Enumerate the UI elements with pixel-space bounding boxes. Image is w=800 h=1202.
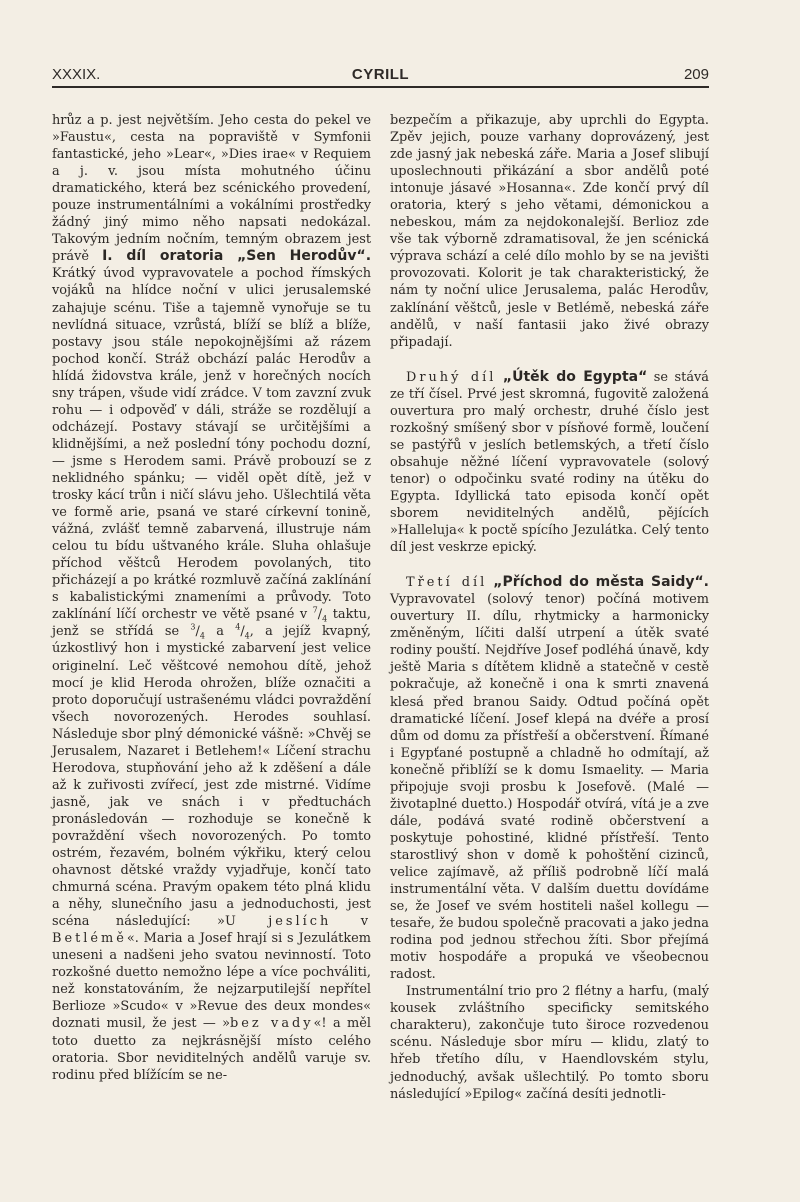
spaced-title: U jeslích v Betlémě xyxy=(52,914,371,947)
text-run: se stává ze tří čísel. Prvé jest skromná, fugovitě založená ouvertura pro malý orchestr, druhé číslo jest rozkošný smíšený sbor v písňové formě, loučení se pastýřů v jeslích betlemských, a třetí číslo obsahuje něžné líčení vypravovatele (solový tenor) o odpočinku svaté rodiny na útěku do Egypta. Idyllická tato episoda končí opět sborem neviditelných andělů, pějících »Halleluja« k poctě spícího Jezulátka. Celý tento díl jest veskrze epický. xyxy=(390,369,709,556)
volume-number: XXXIX. xyxy=(52,66,101,83)
time-signature-denominator: 4 xyxy=(199,631,205,641)
text-run: a xyxy=(204,624,236,640)
text-run: taktu, jenž se střídá se xyxy=(52,607,371,640)
text-run: Krátký úvod vypravovatele a pochod římských vojáků na hlídce noční v ulici jerusalemské zahajuje scénu. Tiše a tajemně vynořuje se tu nevlídná situace, vzrůstá, blíží se blíž a blíže, postavy jsou stále nepokojnějšími až rázem pochod končí. Stráž obchází palác Herodův a hlídá židovstva krále, jenž v horečných nocích sny trápen, všude vidí zrádce. V tom zavzní zvuk rohu — i odpověď v dáli, stráže se rozdělují a odcházejí. Postavy stávají se určitějšími a klidnějšími, a než poslední tóny pochodu dozní, — jsme s Herodem sami. Právě probouzí se z neklidného spánku; — viděl opět dítě, jež v trosky kácí trůn i ničí slávu jeho. Ušlechtilá věta ve formě arie, psaná ve staré církevní tonině, vážná, zvlášť temně zabarvená, illustruje nám celou tu bídu uštvaného krále. Sluha ohlašuje příchod věštců Herodem povolaných, tito přicházejí a po krátké rozmluvě začíná zaklínání s kabalistickými znameními a průvody. Toto zaklínání líčí orchestr ve větě psané v xyxy=(52,266,371,623)
right-column xyxy=(390,112,709,1103)
text-run: «. Maria a Josef hrají si s Jezulátkem uneseni a nadšeni jeho svatou nevinností. Toto rozkošné duetto nemožno lépe a více pochváliti, než konstatováním, že nejzarputilejší nepřítel Berlioze »Scudo« v »Revue des deux mondes« doznati musil, že jest — » xyxy=(52,931,371,1032)
section-heading-part-3: „Příchod do města Saidy“. xyxy=(493,574,709,591)
left-column xyxy=(52,112,371,1103)
text-run: , a jejíž kvapný, úzkostlivý hon i mystické zabarvení jest velice originelní. Leč věštcové nemohou dítě, jehož mocí je klid Heroda ohrožen, blíže označiti a proto doporučují ustrašenému vládci povraždění všech novorozených. Herodes souhlasí. Následuje sbor plný démonické vášně: »Chvěj se Jerusalem, Nazaret i Betlehem!« Líčení strachu Herodova, stupňování jeho až k zděšení a dále až k zuřivosti zvířecí, jest zde mistrné. Vidíme jasně, jak ve snách i v předtuchách pronásledován — rozhoduje se konečně k povraždění všech novorozených. Po tomto ostrém, řezavém, bolném výkřiku, který celou ohavnost dětské vraždy vyjadřuje, končí tato chmurná scéna. Pravým opakem této plná klidu a něhy, slunečního jasu a jednoduchosti, jest scéna následující: » xyxy=(52,624,371,930)
journal-page xyxy=(52,66,709,1103)
time-signature-denominator: 4 xyxy=(322,614,328,624)
text-run: Vypravovatel (solový tenor) počíná motivem ouvertury II. dílu, rhytmicky a harmonicky změněným, líčiti další utrpení a útěk svaté rodiny pouští. Nejdříve Josef podléhá únavě, kdy ještě Maria s dítětem klidně a statečně v cestě pokračuje, až konečně i ona k smrti znavená klesá před branou Saidy. Odtud počíná opět dramatické líčení. Josef klepá na dvéře a prosí dům od domu za přístřeší a občerstvení. Římané i Egypťané postupně a chladně ho odmítají, až konečně přiblíží se k domu Ismaelity. — Maria připojuje svoji prosbu k Josefově. (Malé — životaplné duetto.) Hospodář otvírá, vítá je a zve dále, podává svaté rodině občerstvení a poskytuje pohostiné, klidné přístřeší. Tento starostlivý shon v domě k pohoštění cizinců, velice zajímavě, až příliš podrobně líčí malá instrumentální věta. V dalším duettu dovídáme se, že Josef ve svém hostiteli našel kollegu — tesaře, že budou společně pracovati a jako jedna rodina pod jednou střechou žíti. Sbor přejímá motiv hospodáře a propuká ve všeobecnou radost. xyxy=(390,592,709,983)
paragraph-continuation: bezpečím a přikazuje, aby uprchli do Egypta. Zpěv jejich, pouze varhany doprovázený, jest zde jasný jak nebeská záře. Maria a Josef slibují uposlechnouti přikázání a sbor andělů poté intonuje jásavé »Hosanna«. Zde končí prvý díl oratoria, který s jeho větami, démonickou a nebeskou, mám za nejdokonalejší. Berlioz zde vše tak výborně zdramatisoval, že jen scénická výprava schází a celé dílo mohlo by se na jevišti provozovati. Kolorit je tak charakteristický, že nám ty noční ulice Jerusalema, palác Herodův, zaklínání věštců, jesle v Betlémě, nebeská záře andělů, v naší fantasii jako živé obrazy připadají. xyxy=(390,113,709,350)
running-header xyxy=(52,66,709,88)
journal-title: CYRILL xyxy=(351,66,410,83)
page-number: 209 xyxy=(683,66,709,83)
section-heading-part-1: I. díl oratoria „Sen Herodův“. xyxy=(102,248,372,265)
part-label: Třetí díl xyxy=(406,575,488,591)
two-column-body xyxy=(52,112,709,1103)
paragraph-part-2 xyxy=(390,369,709,557)
time-signature-numerator: 3 xyxy=(190,623,196,633)
time-signature-denominator: 4 xyxy=(244,631,250,641)
time-signature-numerator: 4 xyxy=(235,623,241,633)
paragraph-trio: Instrumentální trio pro 2 flétny a harfu, (malý kousek zvláštního specificky semitského charakteru), zakončuje tuto široce rozvedenou scénu. Následuje sbor míru — klidu, zlatý to hřeb třetího dílu, v Haendlovském stylu, jednoduchý, avšak ušlechtilý. Po tomto sboru následující »Epilog« začíná desíti jednotli- xyxy=(390,984,709,1102)
spaced-quote: bez vady xyxy=(230,1016,314,1032)
text-run: hrůz a p. jest největším. Jeho cesta do pekel ve »Faustu«, cesta na popraviště v Symfonii fantastické, jeho »Lear«, »Dies irae« v Requiem a j. v. jsou místa mohutného účinu dramatického, která bez scénického provedení, pouze instrumentálními a vokálními prostředky žádný jiný mimo něho napsati nedokázal. Takovým jedním nočním, temným obrazem jest právě xyxy=(52,113,371,265)
part-label: Druhý díl xyxy=(406,369,497,385)
paragraph-part-3 xyxy=(390,574,709,983)
section-heading-part-2: „Útěk do Egypta“ xyxy=(502,368,648,385)
time-signature-numerator: 7 xyxy=(312,606,318,616)
paragraph-sen-herioduv: hrůz a p. jest největším. Jeho cesta do pekel ve »Faustu«, cesta na popraviště v Symfonii fantastické, jeho »Lear«, »Dies irae« v Requiem a j. v. jsou místa mohutného účinu dramatického, která bez scénického provedení, pouze instrumentálními a vokálními prostředky žádný jiný mimo něho napsati nedokázal. Takovým jedním nočním, temným obrazem jest právě I. díl oratoria „Sen Herodův“. Krátký úvod vypravovatele a pochod římských vojáků na hlídce noční v ulici jerusalemské zahajuje scénu. Tiše a tajemně vynořuje se tu nevlídná situace, vzrůstá, blíží se blíž a blíže, postavy jsou stále nepokojnějšími až rázem pochod končí. Stráž obchází palác Herodův a hlídá židovstva krále, jenž v horečných nocích sny trápen, všude vidí zrádce. V tom zavzní zvuk rohu — i odpověď v dáli, stráže se rozdělují a odcházejí. Postavy stávají se určitějšími a klidnějšími, a než poslední tóny pochodu dozní, — jsme s Herodem sami. Právě probouzí se z neklidného spánku; — viděl opět dítě, jež v trosky kácí trůn i ničí slávu jeho. Ušlechtilá věta ve formě arie, psaná ve staré církevní tonině, vážná, zvlášť temně zabarvená, illustruje nám celou tu bídu uštvaného krále. Sluha ohlašuje příchod věštců Herodem povolaných, tito přicházejí a po krátké rozmluvě začíná zaklínání s kabalistickými znameními a průvody. Toto zaklínání líčí orchestr ve větě psané v $^7/_4$ taktu, jenž se střídá se $^3/_4$ a $^4/_4$, a jejíž kvapný, úzkostlivý hon i mystické zabarvení jest velice originelní. Leč věštcové nemohou dítě, jehož mocí je klid Heroda ohrožen, blíže označiti a proto doporučují ustrašenému vládci povraždění všech novorozených. Herodes souhlasí. Následuje sbor plný démonické vášně: »Chvěj se Jerusalem, Nazaret i Betlehem!« Líčení strachu Herodova, stupňování jeho až k zděšení a dále až k zuřivosti zvířecí, jest zde mistrné. Vidíme jasně, jak ve snách i v předtuchách pronásledován — rozhoduje se konečně k povraždění všech novorozených. Po tomto ostrém, řezavém, bolném výkřiku, který celou ohavnost dětské vraždy vyjadřuje, končí tato chmurná scéna. Pravým opakem této plná klidu a něhy, slunečního jasu a jednoduchosti, jest scéna následující: »U jeslích v Betlémě«. Maria a Josef hrají si s Jezulátkem uneseni a nadšeni jeho svatou nevinností. Toto rozkošné duetto nemožno lépe a více pochváliti, než konstatováním, že nejzarputilejší nepřítel Berlioze »Scudo« v »Revue des deux mondes« doznati musil, že jest — »bez vady«! a měl toto duetto za nejkrásnější místo celého oratoria. Sbor neviditelných andělů varuje sv. rodinu před blížícím se ne- xyxy=(52,113,372,1083)
text-run: «! a měl toto duetto za nejkrásnější místo celého oratoria. Sbor neviditelných andělů varuje sv. rodinu před blížícím se ne- xyxy=(52,1016,371,1083)
